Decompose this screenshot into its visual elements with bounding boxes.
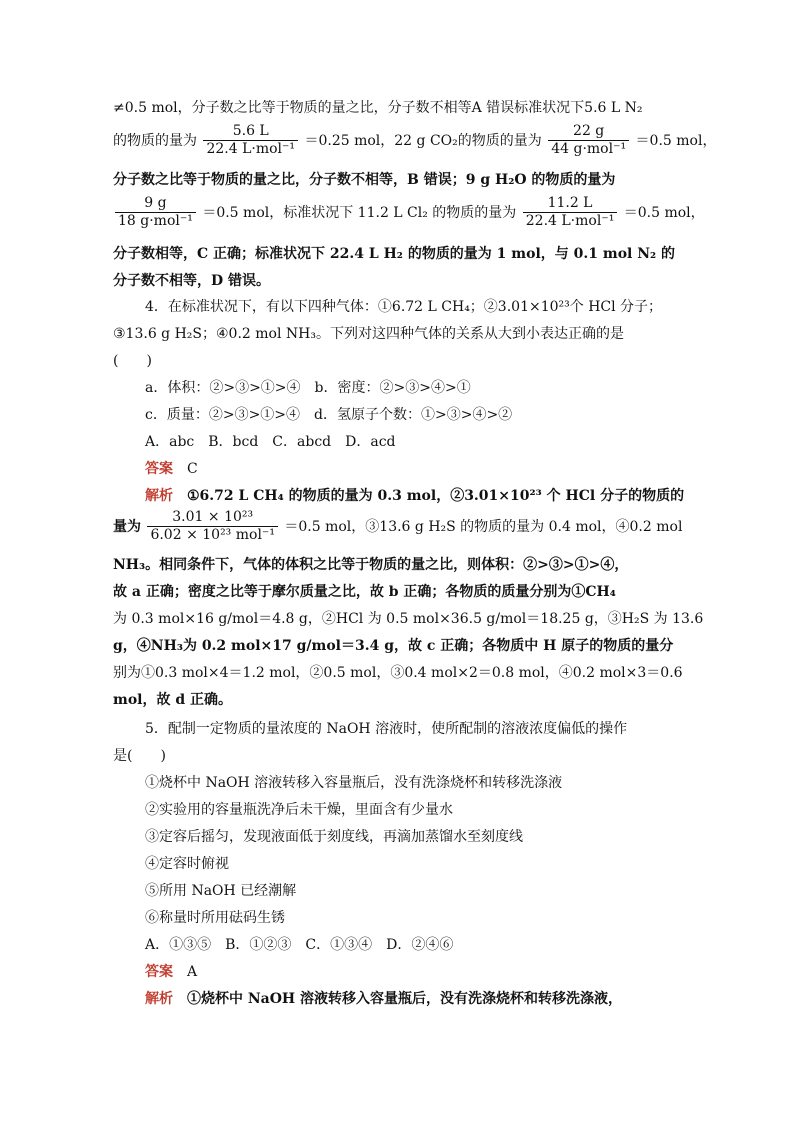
analysis-label: 解析 [145, 488, 173, 504]
numerator: 3.01 × 10²³ [147, 509, 277, 527]
text-line: mol，故 d 正确。 [113, 692, 233, 708]
text-line: 为 0.3 mol×16 g/mol＝4.8 g，②HCl 为 0.5 mol×36.5 g/mol＝18.25 g，③H₂S 为 13.6 [113, 611, 704, 627]
fraction [203, 123, 298, 158]
answer-label: 答案 [145, 461, 173, 477]
denominator: 44 g·mol⁻¹ [551, 141, 627, 157]
text-line: g，④NH₃为 0.2 mol×17 g/mol＝3.4 g，故 c 正确；各物质中 H 原子的物质的量分 [113, 638, 674, 654]
question-4-line: 4．在标准状况下，有以下四种气体：①6.72 L CH₄；②3.01×10²³个 HCl 分子； [145, 299, 663, 315]
list-item: ①烧杯中 NaOH 溶液转移入容量瓶后，没有洗涤烧杯和转移洗涤液 [145, 775, 563, 791]
text-line: 分子数相等，C 正确；标准状况下 22.4 L H₂ 的物质的量为 1 mol，与 0.1 mol N₂ 的 [113, 246, 676, 262]
fraction [115, 195, 196, 230]
list-item: ③定容后摇匀，发现液面低于刻度线，再滴加蒸馏水至刻度线 [145, 829, 523, 845]
analysis-text: ①烧杯中 NaOH 溶液转移入容量瓶后，没有洗涤烧杯和转移洗涤液， [187, 991, 623, 1007]
analysis-label: 解析 [145, 991, 173, 1007]
list-item: ⑤所用 NaOH 已经潮解 [145, 883, 297, 899]
text-span: 的物质的量为 [113, 132, 197, 149]
numerator: 5.6 L [203, 123, 298, 141]
list-item: ④定容时俯视 [145, 856, 229, 872]
list-item: ②实验用的容量瓶洗净后未干燥，里面含有少量水 [145, 802, 453, 818]
analysis-text: ①6.72 L CH₄ 的物质的量为 0.3 mol，②3.01×10²³ 个 HCl 分子的物质的 [187, 488, 685, 504]
numerator: 22 g [548, 123, 629, 141]
text-span: ＝0.5 mol，③13.6 g H₂S 的物质的量为 0.4 mol，④0.2 mol [284, 518, 683, 535]
denominator: 18 g·mol⁻¹ [118, 213, 193, 229]
question-5-line: 5．配制一定物质的量浓度的 NaOH 溶液时，使所配制的溶液浓度偏低的操作 [145, 721, 628, 737]
question-4-line: ③13.6 g H₂S；④0.2 mol NH₃。下列对这四种气体的关系从大到小表达正确的是 [113, 326, 624, 342]
text-line: 分子数之比等于物质的量之比，分子数不相等，B 错误；9 g H₂O 的物质的量为 [113, 172, 616, 188]
text-line: 分子数不相等，D 错误。 [113, 273, 271, 289]
list-item: ⑥称量时所用砝码生锈 [145, 910, 285, 926]
fraction [523, 195, 618, 230]
text-span: ＝0.5 mol， [623, 204, 705, 221]
choices-line: A．①③⑤ B．①②③ C．①③④ D．②④⑥ [145, 937, 454, 953]
formula-line [113, 195, 705, 235]
denominator: 22.4 L·mol⁻¹ [206, 141, 296, 157]
text-line: 别为①0.3 mol×4＝1.2 mol，②0.5 mol，③0.4 mol×2＝0.8 mol，④0.2 mol×3＝0.6 [113, 665, 683, 681]
fraction [147, 509, 277, 544]
text-span: 量为 [113, 518, 141, 535]
text-span: ＝0.25 mol，22 g CO₂的物质的量为 [304, 132, 542, 149]
answer-line [145, 962, 713, 982]
question-5-line: 是( ) [113, 748, 166, 764]
analysis-line [145, 486, 713, 506]
text-line: NH₃。相同条件下，气体的体积之比等于物质的量之比，则体积：②>③>①>④， [113, 557, 629, 573]
text-line: ≠0.5 mol，分子数之比等于物质的量之比，分子数不相等A 错误标准状况下5.6 L N₂ [113, 100, 643, 116]
analysis-line [145, 989, 713, 1009]
text-span: ＝0.5 mol，标准状况下 11.2 L Cl₂ 的物质的量为 [202, 204, 517, 221]
answer-label: 答案 [145, 964, 173, 980]
numerator: 9 g [115, 195, 196, 213]
text-line: 故 a 正确；密度之比等于摩尔质量之比，故 b 正确；各物质的质量分别为①CH₄ [113, 584, 616, 600]
fraction [548, 123, 629, 158]
answer-value: A [187, 964, 198, 980]
answer-value: C [187, 461, 198, 477]
formula-line [113, 123, 717, 163]
choices-line: A．abc B．bcd C．abcd D．acd [145, 434, 396, 450]
option-line: c．质量：②>③>①>④ d．氢原子个数：①>③>④>② [145, 407, 513, 423]
denominator: 6.02 × 10²³ mol⁻¹ [150, 527, 275, 543]
formula-line [113, 509, 681, 549]
answer-line [145, 459, 713, 479]
option-line: a．体积：②>③>①>④ b．密度：②>③>④>① [145, 380, 471, 396]
question-4-line: ( ) [113, 353, 152, 369]
denominator: 22.4 L·mol⁻¹ [525, 213, 615, 229]
text-span: ＝0.5 mol， [635, 132, 717, 149]
numerator: 11.2 L [523, 195, 618, 213]
